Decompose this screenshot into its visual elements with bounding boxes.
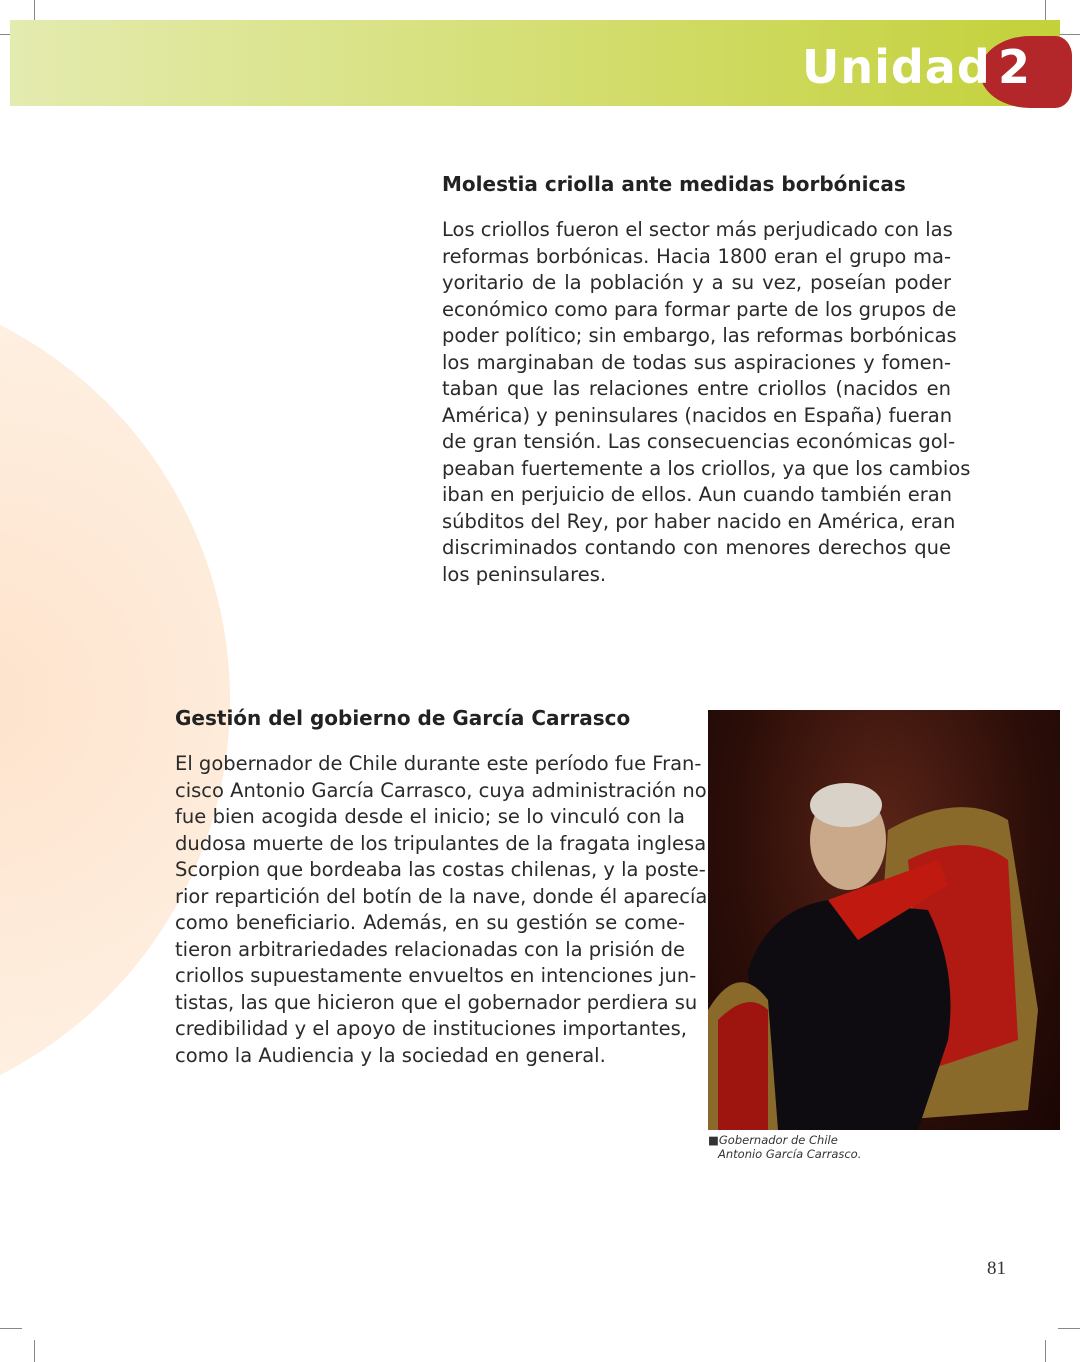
crop-mark: [34, 1340, 35, 1362]
paragraph-line: los peninsulares.: [442, 562, 607, 586]
paragraph-line: fue bien acogida desde el inicio; se lo vinculó con la: [175, 805, 685, 828]
paragraph-line: discriminados contando con menores derechos que: [442, 536, 951, 559]
crop-mark: [1045, 0, 1046, 22]
paragraph-line: económico como para formar parte de los grupos de: [442, 297, 957, 321]
paragraph-line: tistas, las que hicieron que el gobernador perdiera su: [175, 990, 698, 1014]
paragraph-line: los marginaban de todas sus aspiraciones y fomen-: [442, 350, 951, 374]
paragraph-line: como beneficiario. Además, en su gestión se come-: [175, 911, 685, 934]
crop-mark: [34, 0, 35, 22]
paragraph-line: cisco Antonio García Carrasco, cuya administración no: [175, 778, 707, 802]
figure-caption: [708, 1133, 861, 1161]
paragraph-line: Los criollos fueron el sector más perjudicado con las: [442, 218, 953, 241]
paragraph-line: tieron arbitrariedades relacionadas con la prisión de: [175, 937, 686, 961]
crop-mark: [1045, 1340, 1046, 1362]
section-paragraph: [442, 217, 971, 588]
caption-line: Antonio García Carrasco.: [718, 1147, 862, 1161]
section-paragraph: [175, 751, 708, 1069]
portrait-illustration: [708, 710, 1060, 1130]
paragraph-line: rior repartición del botín de la nave, donde él aparecía: [175, 884, 708, 908]
paragraph-line: El gobernador de Chile durante este período fue Fran-: [175, 752, 702, 775]
page-number: 81: [987, 1258, 1006, 1279]
paragraph-line: peaban fuertemente a los criollos, ya que los cambios: [442, 456, 971, 480]
paragraph-line: iban en perjuicio de ellos. Aun cuando también eran: [442, 483, 953, 506]
paragraph-line: súbditos del Rey, por haber nacido en América, eran: [442, 509, 956, 533]
paragraph-line: taban que las relaciones entre criollos (nacidos en: [442, 377, 951, 400]
paragraph-line: de gran tensión. Las consecuencias económicas gol-: [442, 430, 956, 453]
paragraph-line: yoritario de la población y a su vez, poseían poder: [442, 271, 951, 294]
unit-label: Unidad: [802, 40, 991, 94]
caption-line: Gobernador de Chile: [718, 1133, 838, 1147]
section-title: Gestión del gobierno de García Carrasco: [175, 706, 631, 730]
caption-bullet-icon: ■: [708, 1133, 719, 1147]
crop-mark: [0, 1328, 22, 1329]
paragraph-line: América) y peninsulares (nacidos en España) fueran: [442, 403, 953, 427]
paragraph-line: reformas borbónicas. Hacia 1800 eran el grupo ma-: [442, 244, 951, 268]
paragraph-line: credibilidad y el apoyo de instituciones importantes,: [175, 1017, 687, 1040]
paragraph-line: criollos supuestamente envueltos en intenciones jun-: [175, 964, 697, 987]
paragraph-line: como la Audiencia y la sociedad en general.: [175, 1043, 606, 1067]
portrait-image: [708, 710, 1060, 1130]
unit-number: 2: [998, 40, 1031, 94]
section-title: Molestia criolla ante medidas borbónicas: [442, 172, 906, 196]
paragraph-line: poder político; sin embargo, las reformas borbónicas: [442, 324, 957, 347]
paragraph-line: dudosa muerte de los tripulantes de la fragata inglesa: [175, 831, 707, 855]
crop-mark: [1058, 1328, 1080, 1329]
paragraph-line: Scorpion que bordeaba las costas chilenas, y la poste-: [175, 858, 706, 881]
crop-mark: [1058, 34, 1080, 35]
